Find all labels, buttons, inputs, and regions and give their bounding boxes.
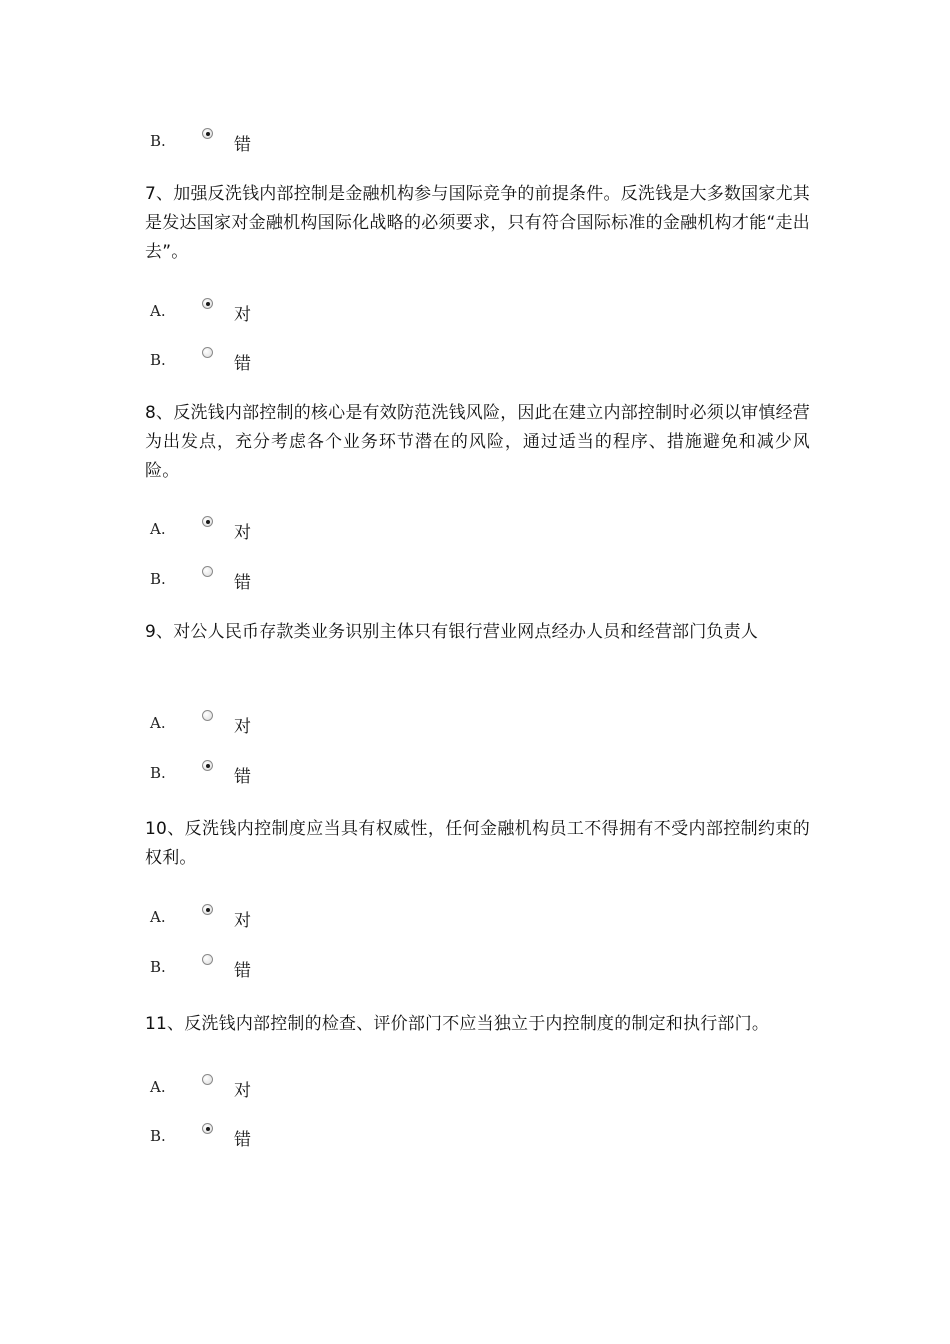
option-letter: B. xyxy=(150,351,166,369)
option-text: 错 xyxy=(234,573,251,593)
option-letter: B. xyxy=(150,958,166,976)
option-text: 对 xyxy=(234,1081,251,1101)
option-row xyxy=(150,1123,290,1149)
radio-dot-icon xyxy=(206,764,210,768)
option-letter: A. xyxy=(150,908,166,926)
option-row xyxy=(150,760,290,786)
option-letter: B. xyxy=(150,570,166,588)
radio-dot-icon xyxy=(206,132,210,136)
option-text: 对 xyxy=(234,523,251,543)
option-text: 对 xyxy=(234,305,251,325)
option-letter: A. xyxy=(150,302,166,320)
option-row xyxy=(150,954,290,980)
radio-button[interactable] xyxy=(202,566,213,577)
option-row xyxy=(150,566,290,592)
option-row xyxy=(150,347,290,373)
option-text: 错 xyxy=(234,135,251,155)
option-row xyxy=(150,298,290,324)
option-text: 对 xyxy=(234,717,251,737)
question-text: 7、加强反洗钱内部控制是金融机构参与国际竞争的前提条件。反洗钱是大多数国家尤其是发达国家对金融机构国际化战略的必须要求，只有符合国际标准的金融机构才能“走出去”。 xyxy=(145,184,810,262)
radio-dot-icon xyxy=(206,302,210,306)
option-row xyxy=(150,1074,290,1100)
radio-button-selected[interactable] xyxy=(202,760,213,771)
radio-button-selected[interactable] xyxy=(202,516,213,527)
option-letter: B. xyxy=(150,1127,166,1145)
option-text: 错 xyxy=(234,961,251,981)
question-text: 9、对公人民币存款类业务识别主体只有银行营业网点经办人员和经营部门负责人 xyxy=(145,622,759,642)
option-letter: A. xyxy=(150,1078,166,1096)
option-text: 对 xyxy=(234,911,251,931)
option-text: 错 xyxy=(234,767,251,787)
radio-button[interactable] xyxy=(202,710,213,721)
radio-button-selected[interactable] xyxy=(202,128,213,139)
option-row xyxy=(150,710,290,736)
radio-button-selected[interactable] xyxy=(202,1123,213,1134)
option-row xyxy=(150,128,290,154)
radio-dot-icon xyxy=(206,1127,210,1131)
question-text: 8、反洗钱内部控制的核心是有效防范洗钱风险，因此在建立内部控制时必须以审慎经营为出发点，充分考虑各个业务环节潜在的风险，通过适当的程序、措施避免和减少风险。 xyxy=(145,403,810,481)
radio-dot-icon xyxy=(206,908,210,912)
radio-dot-icon xyxy=(206,520,210,524)
radio-button-selected[interactable] xyxy=(202,298,213,309)
option-row xyxy=(150,516,290,542)
question-text: 10、反洗钱内控制度应当具有权威性，任何金融机构员工不得拥有不受内部控制约束的权利。 xyxy=(145,819,810,868)
option-letter: A. xyxy=(150,520,166,538)
question-text: 11、反洗钱内部控制的检查、评价部门不应当独立于内控制度的制定和执行部门。 xyxy=(145,1014,770,1034)
option-row xyxy=(150,904,290,930)
radio-button[interactable] xyxy=(202,347,213,358)
radio-button[interactable] xyxy=(202,1074,213,1085)
option-letter: B. xyxy=(150,132,166,150)
radio-button-selected[interactable] xyxy=(202,904,213,915)
option-letter: B. xyxy=(150,764,166,782)
option-text: 错 xyxy=(234,1130,251,1150)
option-text: 错 xyxy=(234,354,251,374)
radio-button[interactable] xyxy=(202,954,213,965)
option-letter: A. xyxy=(150,714,166,732)
